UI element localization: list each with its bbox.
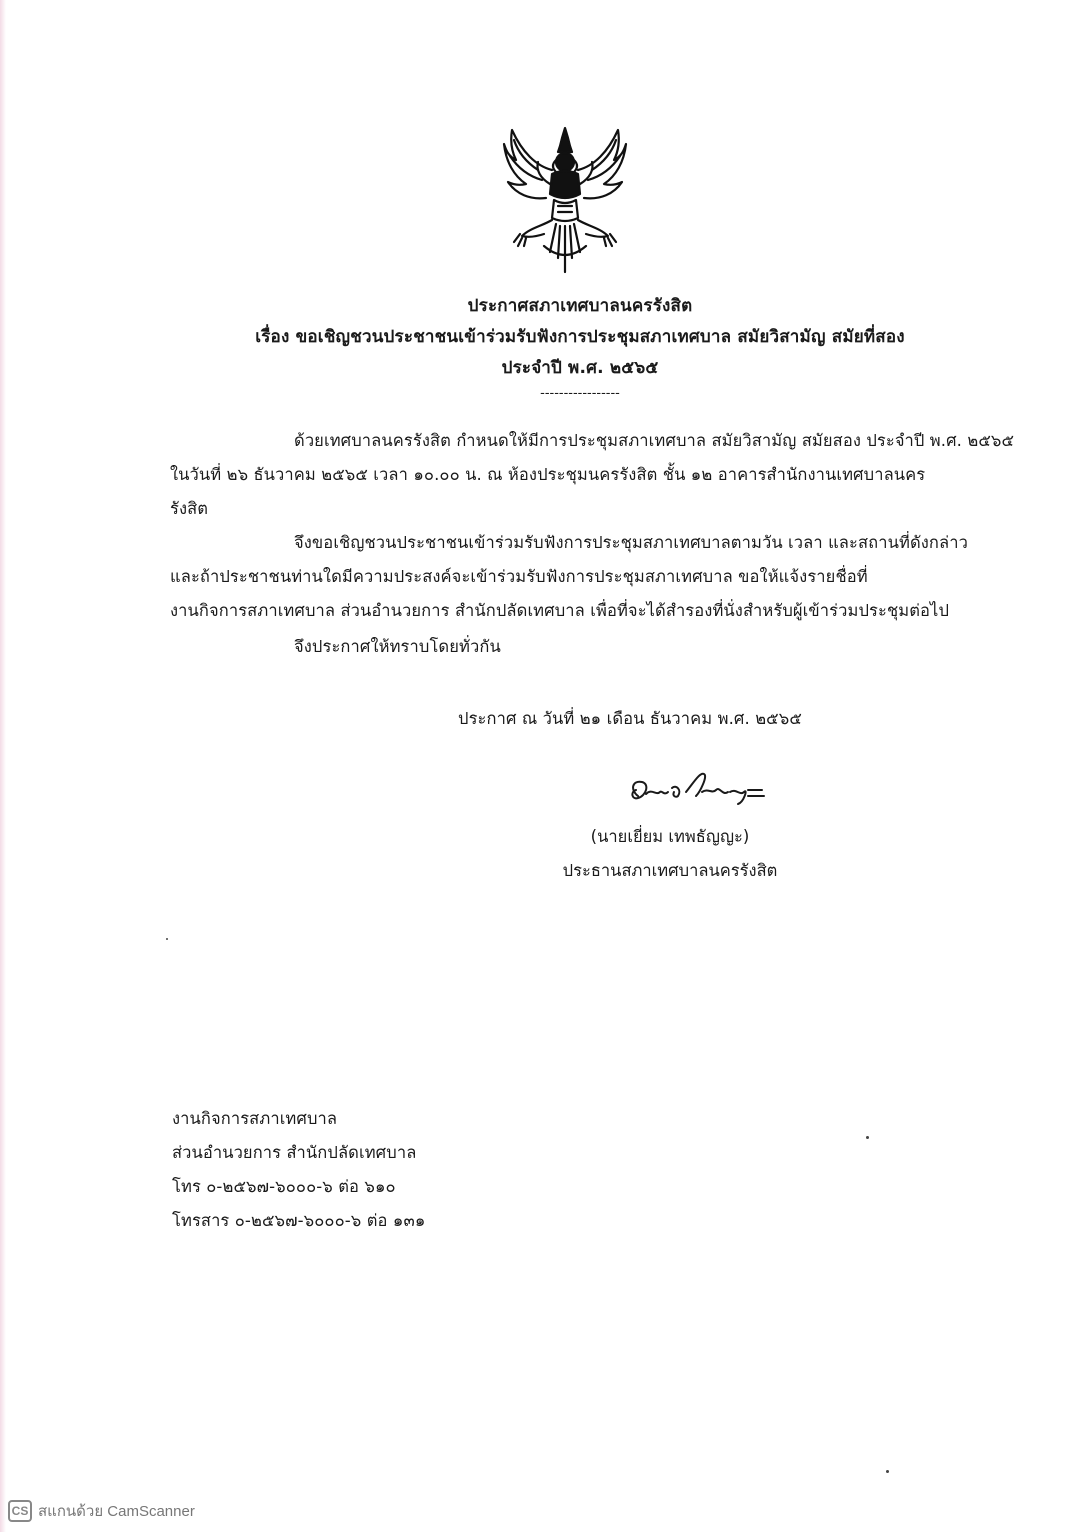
paragraph-1-line-2: ในวันที่ ๒๖ ธันวาคม ๒๕๖๕ เวลา ๑๐.๐๐ น. ณ ห้องประชุมนครรังสิต ชั้น ๑๒ อาคารสำนักงานเทศบาลนคร — [170, 465, 926, 484]
contact-fax: โทรสาร ๐-๒๕๖๗-๖๐๐๐-๖ ต่อ ๑๓๑ — [172, 1211, 426, 1230]
scan-speck — [886, 1470, 889, 1473]
paragraph-1-line-3: รังสิต — [170, 499, 209, 518]
camscanner-watermark-text: สแกนด้วย CamScanner — [38, 1503, 195, 1520]
signatory-name: (นายเยี่ยม เทพธัญญะ) — [590, 827, 750, 846]
paragraph-3: จึงประกาศให้ทราบโดยทั่วกัน — [294, 637, 501, 656]
camscanner-logo-icon: CS — [8, 1500, 32, 1522]
paragraph-2-line-2: และถ้าประชาชนท่านใดมีความประสงค์จะเข้าร่วมรับฟังการประชุมสภาเทศบาล ขอให้แจ้งรายชื่อที่ — [170, 567, 868, 586]
garuda-emblem-icon — [500, 122, 630, 277]
scan-speck — [866, 1136, 869, 1139]
signatory-title: ประธานสภาเทศบาลนครรังสิต — [562, 861, 778, 880]
announcement-subject: เรื่อง ขอเชิญชวนประชาชนเข้าร่วมรับฟังการประชุมสภาเทศบาล สมัยวิสามัญ สมัยที่สอง — [255, 327, 905, 347]
paragraph-2-line-3: งานกิจการสภาเทศบาล ส่วนอำนวยการ สำนักปลัดเทศบาล เพื่อที่จะได้สำรองที่นั่งสำหรับผู้เข้าร่วมประชุมต่อไป — [170, 601, 950, 620]
announcement-title: ประกาศสภาเทศบาลนครรังสิต — [467, 296, 693, 316]
scan-speck — [166, 938, 168, 940]
scan-edge-tint — [0, 0, 6, 1532]
contact-division: ส่วนอำนวยการ สำนักปลัดเทศบาล — [172, 1143, 417, 1162]
announcement-year: ประจำปี พ.ศ. ๒๕๖๕ — [501, 358, 659, 378]
title-separator: ----------------- — [540, 386, 620, 401]
announcement-date: ประกาศ ณ วันที่ ๒๑ เดือน ธันวาคม พ.ศ. ๒๕๖๕ — [458, 709, 802, 728]
paragraph-2-line-1: จึงขอเชิญชวนประชาชนเข้าร่วมรับฟังการประชุมสภาเทศบาลตามวัน เวลา และสถานที่ดังกล่าว — [294, 533, 968, 552]
contact-department: งานกิจการสภาเทศบาล — [172, 1109, 338, 1128]
handwritten-signature-icon — [624, 762, 784, 822]
paragraph-1-line-1: ด้วยเทศบาลนครรังสิต กำหนดให้มีการประชุมสภาเทศบาล สมัยวิสามัญ สมัยสอง ประจำปี พ.ศ. ๒๕๖๕ — [294, 431, 1015, 450]
camscanner-watermark — [8, 1498, 195, 1524]
contact-phone: โทร ๐-๒๕๖๗-๖๐๐๐-๖ ต่อ ๖๑๐ — [172, 1177, 396, 1196]
